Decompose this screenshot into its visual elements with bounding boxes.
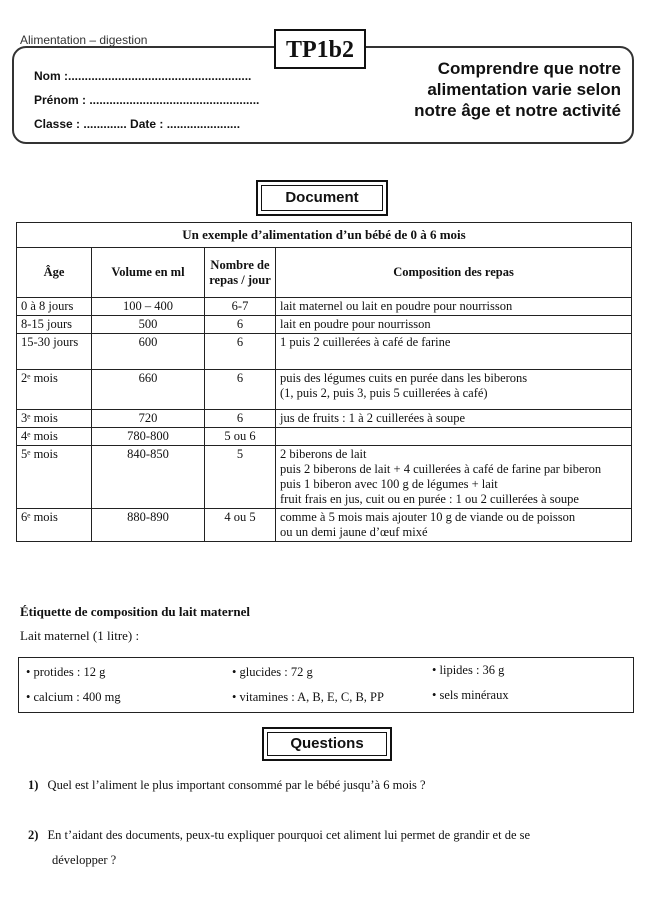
cell-age: 3ᵉ mois: [17, 410, 92, 428]
diet-table: [16, 222, 632, 542]
cell-composition: jus de fruits : 1 à 2 cuillerées à soupe: [276, 410, 632, 428]
cell-meals: 5 ou 6: [205, 428, 276, 446]
document-title-box: [256, 180, 388, 216]
cell-meals: 5: [205, 446, 276, 509]
cell-volume: 720: [92, 410, 205, 428]
composition-line: comme à 5 mois mais ajouter 10 g de viande ou de poisson: [280, 510, 576, 524]
cell-age: 8-15 jours: [17, 316, 92, 334]
objective-line-2: alimentation varie selon: [427, 80, 621, 99]
composition-line: puis 1 biberon avec 100 g de légumes + lait: [280, 477, 498, 491]
cell-meals: 6-7: [205, 298, 276, 316]
cell-meals: 6: [205, 334, 276, 370]
composition-line: (1, puis 2, puis 3, puis 5 cuillerées à café): [280, 386, 488, 400]
cell-age: 5ᵉ mois: [17, 446, 92, 509]
table-caption: Un exemple d’alimentation d’un bébé de 0 à 6 mois: [17, 223, 632, 248]
nutrient-sels: • sels minéraux: [432, 688, 509, 702]
label-subtitle: Lait maternel (1 litre) :: [20, 628, 140, 643]
header-composition: Composition des repas: [276, 248, 632, 298]
label-title: Étiquette de composition du lait maternel: [20, 604, 251, 619]
nutrient-glucides: • glucides : 72 g: [232, 665, 313, 679]
cell-age: 15-30 jours: [17, 334, 92, 370]
cell-age: 6ᵉ mois: [17, 509, 92, 542]
cell-composition: [276, 509, 632, 542]
tp-badge: TP1b2: [274, 29, 366, 69]
cell-composition: [276, 446, 632, 509]
header-age: Âge: [17, 248, 92, 298]
cell-meals: 4 ou 5: [205, 509, 276, 542]
document-title: Document: [285, 189, 359, 206]
composition-line: fruit frais en jus, cuit ou en purée : 1 ou 2 cuillerées à soupe: [280, 492, 579, 506]
nutrient-protides: • protides : 12 g: [26, 665, 106, 679]
cell-composition: [276, 370, 632, 410]
cell-composition: lait en poudre pour nourrisson: [276, 316, 632, 334]
cell-composition: 1 puis 2 cuillerées à café de farine: [276, 334, 632, 370]
nutrient-lipides: • lipides : 36 g: [432, 663, 505, 677]
cell-volume: 600: [92, 334, 205, 370]
firstname-field[interactable]: Prénom : ...................................................: [34, 93, 260, 107]
composition-line: puis des légumes cuits en purée dans les biberons: [280, 371, 528, 385]
question-number: 1): [28, 778, 39, 792]
cell-volume: 660: [92, 370, 205, 410]
header-volume: Volume en ml: [92, 248, 205, 298]
cell-composition: lait maternel ou lait en poudre pour nourrisson: [276, 298, 632, 316]
nutrient-vitamines: • vitamines : A, B, E, C, B, PP: [232, 690, 384, 704]
cell-volume: 500: [92, 316, 205, 334]
cell-age: 0 à 8 jours: [17, 298, 92, 316]
composition-line: puis 2 biberons de lait + 4 cuillerées à café de farine par biberon: [280, 462, 602, 476]
class-date-field[interactable]: Classe : ............. Date : ......................: [34, 117, 241, 131]
name-field[interactable]: Nom :.......................................................: [34, 69, 252, 83]
question-2: [28, 823, 638, 847]
cell-volume: 780-800: [92, 428, 205, 446]
question-1: [28, 773, 638, 797]
objective-line-3: notre âge et notre activité: [414, 101, 621, 120]
topic-label: Alimentation – digestion: [20, 33, 148, 47]
cell-volume: 840-850: [92, 446, 205, 509]
questions-title-box: [262, 727, 392, 761]
composition-line: 2 biberons de lait: [280, 447, 367, 461]
cell-meals: 6: [205, 410, 276, 428]
cell-volume: 880-890: [92, 509, 205, 542]
question-number: 2): [28, 828, 39, 842]
cell-meals: 6: [205, 316, 276, 334]
header-meals: Nombre de repas / jour: [205, 248, 276, 298]
cell-age: 4ᵉ mois: [17, 428, 92, 446]
question-text: Quel est l’aliment le plus important consommé par le bébé jusqu’à 6 mois ?: [47, 778, 426, 792]
objective-title: [371, 58, 621, 121]
question-2-continuation: développer ?: [52, 853, 117, 867]
cell-composition: [276, 428, 632, 446]
objective-line-1: Comprendre que notre: [437, 59, 621, 78]
cell-meals: 6: [205, 370, 276, 410]
cell-volume: 100 – 400: [92, 298, 205, 316]
composition-line: ou un demi jaune d’œuf mixé: [280, 525, 428, 539]
questions-title: Questions: [290, 735, 364, 752]
question-text: En t’aidant des documents, peux-tu expliquer pourquoi cet aliment lui permet de grandir et de se: [47, 828, 531, 842]
cell-age: 2ᵉ mois: [17, 370, 92, 410]
nutrient-calcium: • calcium : 400 mg: [26, 690, 121, 704]
